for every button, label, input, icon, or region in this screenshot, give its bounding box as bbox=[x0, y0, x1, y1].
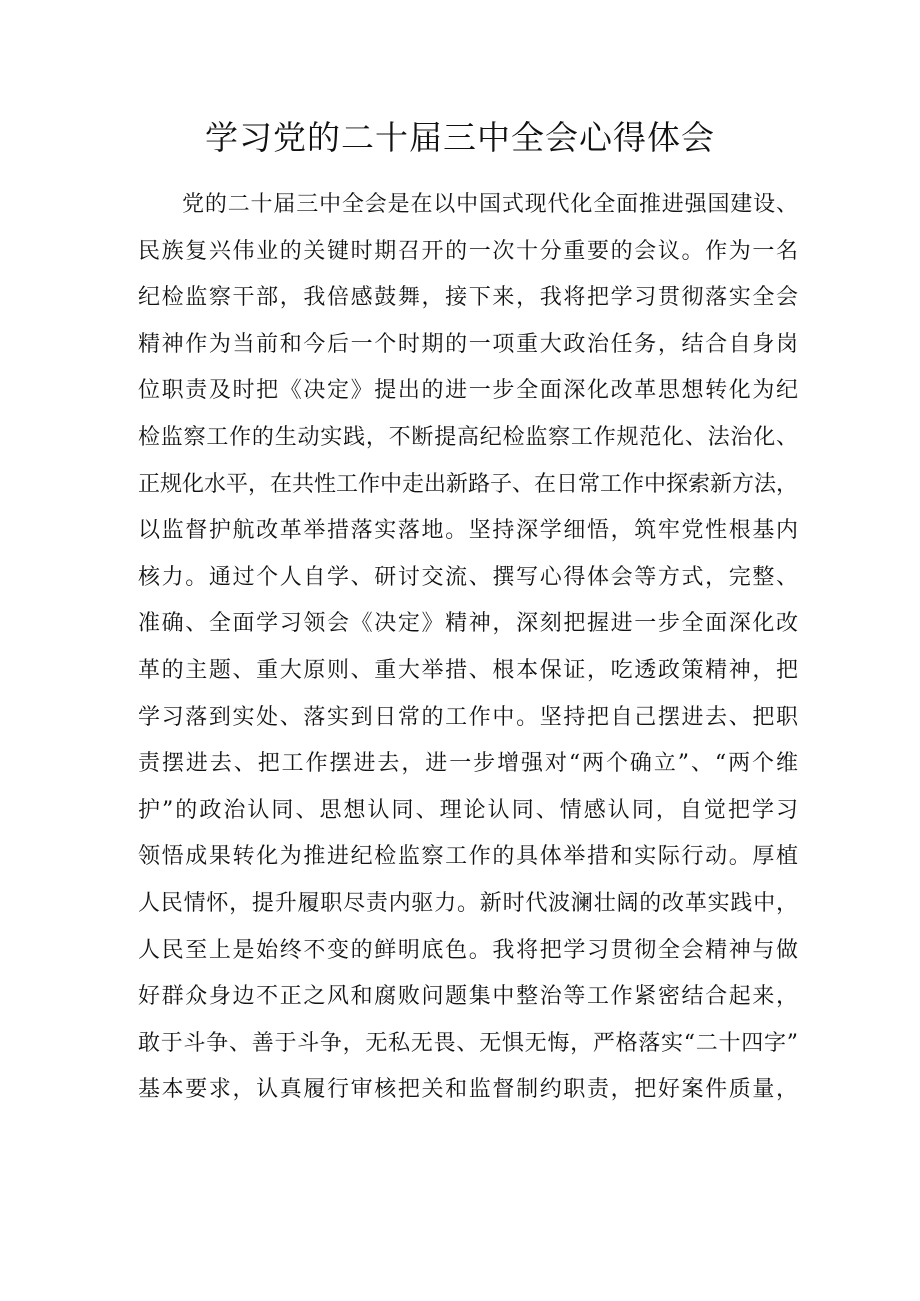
body-line: 人民至上是始终不变的鲜明底色。我将把学习贯彻全会精神与做 bbox=[138, 937, 798, 963]
body-line: 位职责及时把《决定》提出的进一步全面深化改革思想转化为纪 bbox=[138, 378, 798, 404]
body-line: 责摆进去、把工作摆进去，进一步增强对“两个确立”、“两个维 bbox=[138, 751, 798, 777]
body-line: 好群众身边不正之风和腐败问题集中整治等工作紧密结合起来， bbox=[138, 984, 798, 1010]
body-line: 准确、全面学习领会《决定》精神，深刻把握进一步全面深化改 bbox=[138, 611, 798, 637]
document-body bbox=[138, 182, 798, 1114]
document-title: 学习党的二十届三中全会心得体会 bbox=[205, 118, 715, 157]
body-line: 精神作为当前和今后一个时期的一项重大政治任务，结合自身岗 bbox=[138, 331, 798, 357]
body-line: 纪检监察干部，我倍感鼓舞，接下来，我将把学习贯彻落实全会 bbox=[138, 285, 798, 311]
body-line: 正规化水平，在共性工作中走出新路子、在日常工作中探索新方法， bbox=[138, 471, 798, 497]
body-line: 基本要求，认真履行审核把关和监督制约职责，把好案件质量， bbox=[138, 1077, 798, 1103]
body-line: 敢于斗争、善于斗争，无私无畏、无惧无悔，严格落实“二十四字” bbox=[138, 1030, 798, 1056]
body-line: 学习落到实处、落实到日常的工作中。坚持把自己摆进去、把职 bbox=[138, 704, 798, 730]
body-line: 民族复兴伟业的关键时期召开的一次十分重要的会议。作为一名 bbox=[138, 238, 798, 264]
body-line: 人民情怀，提升履职尽责内驱力。新时代波澜壮阔的改革实践中， bbox=[138, 890, 798, 916]
body-line: 领悟成果转化为推进纪检监察工作的具体举措和实际行动。厚植 bbox=[138, 844, 798, 870]
body-line: 以监督护航改革举措落实落地。坚持深学细悟，筑牢党性根基内 bbox=[138, 518, 798, 544]
body-line: 检监察工作的生动实践，不断提高纪检监察工作规范化、法治化、 bbox=[138, 424, 798, 450]
body-line: 护”的政治认同、思想认同、理论认同、情感认同，自觉把学习 bbox=[138, 797, 798, 823]
body-line: 核力。通过个人自学、研讨交流、撰写心得体会等方式，完整、 bbox=[138, 564, 798, 590]
body-line: 革的主题、重大原则、重大举措、根本保证，吃透政策精神，把 bbox=[138, 657, 798, 683]
body-line: 党的二十届三中全会是在以中国式现代化全面推进强国建设、 bbox=[182, 192, 798, 217]
